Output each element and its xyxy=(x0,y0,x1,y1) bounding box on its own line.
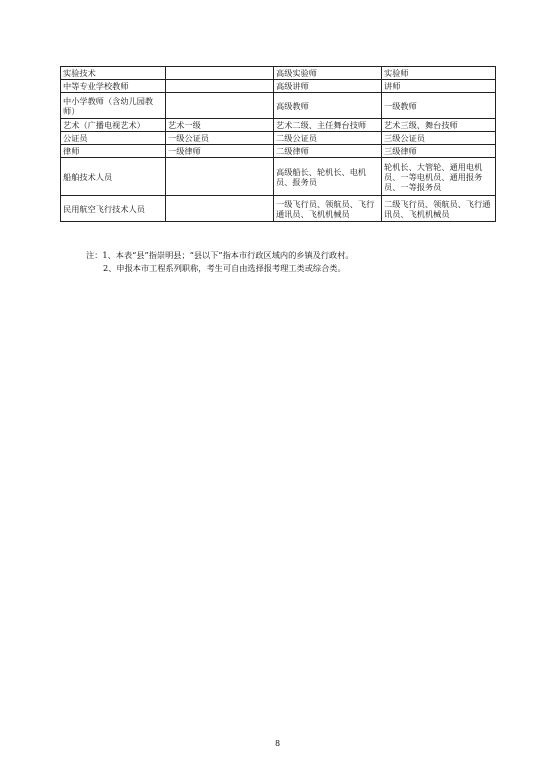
table-cell: 实验师 xyxy=(382,67,496,80)
table-notes xyxy=(86,249,354,275)
table-cell: 艺术二级、主任舞台技师 xyxy=(274,119,382,132)
table-row xyxy=(61,145,496,158)
note-line: 注：1、本表“县”指崇明县；“县以下”指本市行政区域内的乡镇及行政村。 xyxy=(86,250,354,260)
table-cell: 三级律师 xyxy=(382,145,496,158)
table-cell: 一级公证员 xyxy=(166,132,274,145)
table-row xyxy=(61,132,496,145)
table-cell: 三级公证员 xyxy=(382,132,496,145)
table-cell: 艺术一级 xyxy=(166,119,274,132)
table-cell xyxy=(166,80,274,93)
table-cell xyxy=(166,196,274,222)
table-cell: 二级公证员 xyxy=(274,132,382,145)
table-cell: 二级律师 xyxy=(274,145,382,158)
table-row xyxy=(61,93,496,119)
table-cell xyxy=(166,93,274,119)
table-row xyxy=(61,67,496,80)
note-line: 2、申报本市工程系列职称，考生可自由选择报考理工类或综合类。 xyxy=(103,263,346,273)
title-qualification-table xyxy=(60,66,496,222)
table-cell: 二级飞行员、领航员、飞行通讯员、飞机机械员 xyxy=(382,196,496,222)
table-cell: 一级律师 xyxy=(166,145,274,158)
table-cell: 艺术三级、舞台技师 xyxy=(382,119,496,132)
table-cell: 高级实验师 xyxy=(274,67,382,80)
table-cell: 轮机长、大管轮、通用电机员、一等电机员、通用报务员、一等报务员 xyxy=(382,158,496,196)
table-cell: 一级飞行员、领航员、飞行通讯员、飞机机械员 xyxy=(274,196,382,222)
table-cell: 高级船长、轮机长、电机员、报务员 xyxy=(274,158,382,196)
table-cell: 高级讲师 xyxy=(274,80,382,93)
table-cell: 讲师 xyxy=(382,80,496,93)
table-cell xyxy=(166,67,274,80)
table-row xyxy=(61,80,496,93)
table-cell: 一级教师 xyxy=(382,93,496,119)
table-cell: 艺术（广播电视艺术） xyxy=(61,119,166,132)
table-cell: 高级教师 xyxy=(274,93,382,119)
table-cell: 中等专业学校教师 xyxy=(61,80,166,93)
table-cell: 船舶技术人员 xyxy=(61,158,166,196)
table-cell: 公证员 xyxy=(61,132,166,145)
table-cell: 中小学教师（含幼儿园教师） xyxy=(61,93,166,119)
table-cell: 实验技术 xyxy=(61,67,166,80)
table-cell: 律师 xyxy=(61,145,166,158)
table-cell xyxy=(166,158,274,196)
table-row xyxy=(61,158,496,196)
table-row xyxy=(61,119,496,132)
table-cell: 民用航空飞行技术人员 xyxy=(61,196,166,222)
table-row xyxy=(61,196,496,222)
page-number: 8 xyxy=(274,739,281,748)
